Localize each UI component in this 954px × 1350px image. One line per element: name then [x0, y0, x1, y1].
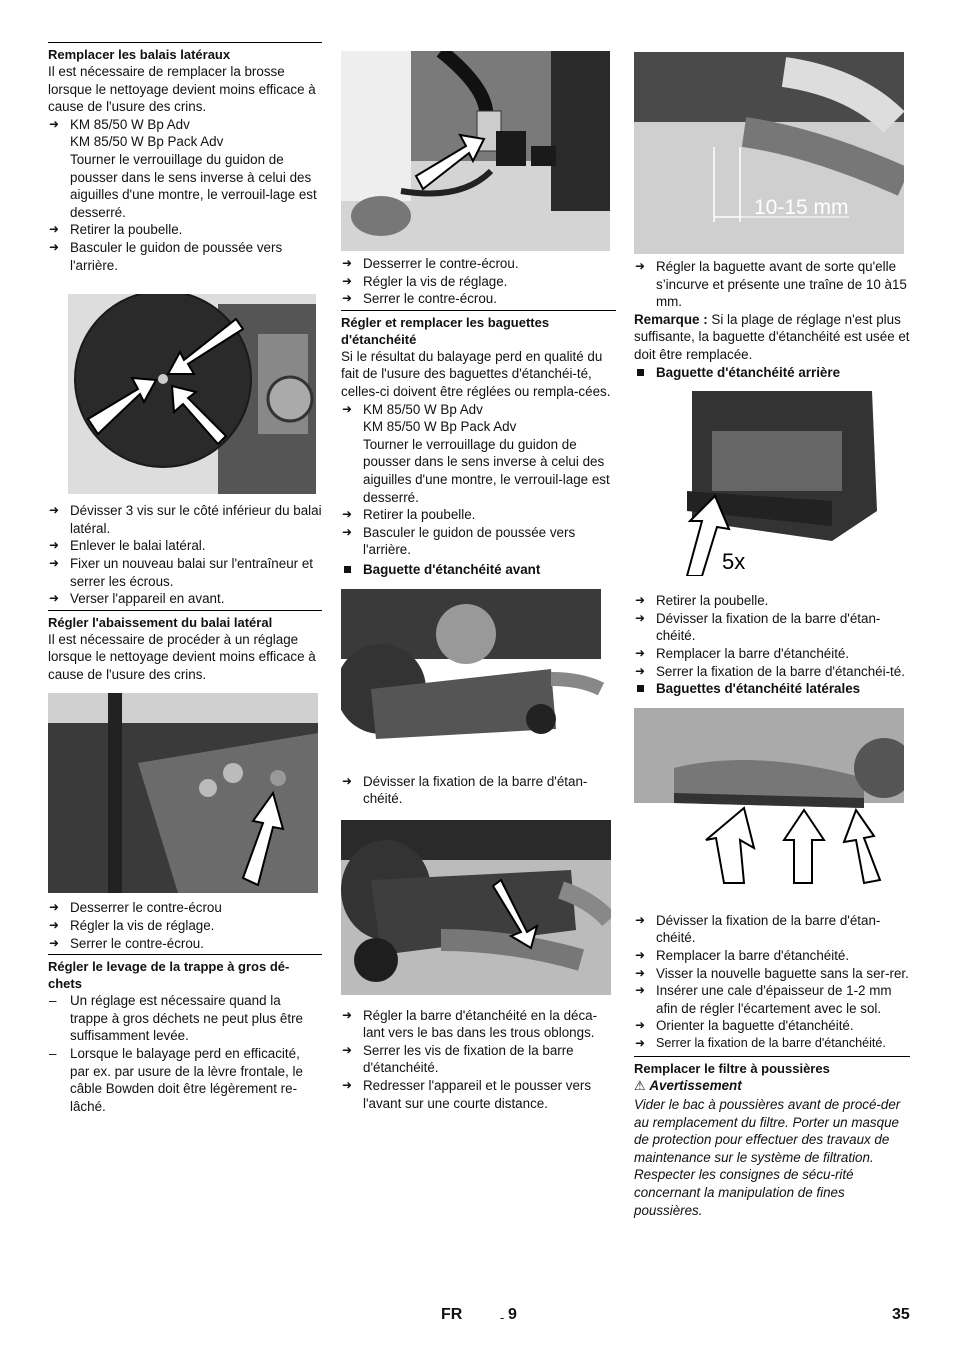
heading-sealing-strips: Régler et remplacer les baguettes d'étanchéité	[341, 310, 616, 348]
step-list	[48, 116, 322, 134]
step-item: ➜ Basculer le guidon de poussée vers l'arrière.	[341, 524, 616, 559]
step-list	[341, 1007, 616, 1113]
step-item: ➜ Desserrer le contre-écrou.	[341, 255, 616, 273]
step-item: ➜ Remplacer la barre d'étanchéité.	[634, 645, 910, 663]
side-brush-photo	[68, 294, 316, 494]
step-item: ➜ Dévisser la fixation de la barre d'étan-chéité.	[634, 912, 910, 947]
paragraph: Il est nécessaire de procéder à un réglage lorsque le nettoyage devient moins efficace à cause de l'usure des crins.	[48, 631, 316, 682]
footer-subpage: 9	[508, 1306, 517, 1323]
warning-icon: ⚠	[634, 1079, 646, 1095]
step-list	[341, 255, 616, 308]
step-item: ➜ Régler la baguette avant de sorte qu'elle s’incurve et présente une traîne de 10 à15 mm.	[634, 258, 910, 311]
heading-replace-side-brush: Remplacer les balais latéraux	[48, 42, 322, 63]
step-list	[341, 773, 616, 808]
step-item: ➜ Fixer un nouveau balai sur l'entraîneur et serrer les écrous.	[48, 555, 322, 590]
side-strips-photo	[634, 708, 904, 898]
adjustment-screw-photo	[48, 693, 318, 893]
step-item: ➜ Serrer la fixation de la barre d'étanchéité.	[634, 1035, 910, 1053]
step-item: ➜ Redresser l'appareil et le pousser vers l'avant sur une courte distance.	[341, 1077, 616, 1112]
step-list	[634, 912, 910, 1053]
step-item: ➜ Visser la nouvelle baguette sans la ser-rer.	[634, 965, 910, 983]
step-item: ➜ Insérer une cale d'épaisseur de 1-2 mm afin de régler l'écartement avec le sol.	[634, 982, 910, 1017]
paragraph: Il est nécessaire de remplacer la brosse lorsque le nettoyage devient moins efficace à cause de l'usure des crins.	[48, 64, 316, 115]
footer-lang: FR	[441, 1306, 463, 1323]
column-1	[48, 42, 322, 1115]
step-item: ➜ Enlever le balai latéral.	[48, 537, 322, 555]
heading-filter-replace: Remplacer le filtre à poussières	[634, 1056, 910, 1077]
step-item: ➜ Serrer le contre-écrou.	[341, 290, 616, 308]
step-item: ➜ Retirer la poubelle.	[634, 592, 910, 610]
paragraph: Si le résultat du balayage perd en qualité du fait de l'usure des baguettes d'étanchéi-té, celles-ci doivent être réglées ou rempla-cées.	[341, 348, 611, 399]
step-list	[341, 506, 616, 559]
front-strip-gap-photo	[634, 52, 904, 254]
model-line: KM 85/50 W Bp Pack Adv	[70, 134, 224, 150]
step-list	[48, 502, 322, 608]
step-item: ➜ Serrer la fixation de la barre d'étanchéi-té.	[634, 663, 910, 681]
warning-text: Vider le bac à poussières avant de procé-der au remplacement du filtre. Porter un masque de protection pour effectuer des travaux de maintenance sur le système de filtration. Respecter les consignes de sécu-rité concernant la manipulation de fines poussières.	[634, 1097, 901, 1218]
step-list	[634, 258, 910, 311]
column-2	[341, 51, 616, 1112]
step-item: ➜ Dévisser la fixation de la barre d'étan-chéité.	[341, 773, 616, 808]
step-detail: Tourner le verrouillage du guidon de pousser dans le sens inverse à celui des aiguilles d'une montre, le verrouil-lage est desserré.	[70, 151, 317, 220]
step-item: ➜ Dévisser 3 vis sur le côté inférieur du balai latéral.	[48, 502, 322, 537]
strip-adjust-photo	[341, 820, 611, 995]
step-item: ➜ Retirer la poubelle.	[48, 221, 322, 239]
step-list	[48, 221, 322, 274]
front-strip-photo	[341, 589, 613, 749]
section-front-strip: Baguette d'étanchéité avant	[341, 561, 616, 579]
footer-sep: -	[500, 1310, 505, 1325]
step-list	[634, 592, 910, 680]
step-list	[48, 899, 322, 952]
dash-list	[48, 992, 322, 1115]
dash-item: – Lorsque le balayage perd en efficacité, par ex. par usure de la lèvre frontale, le câble Bowden doit être légèrement re-lâché.	[48, 1045, 322, 1115]
step-item: ➜ Régler la barre d'étanchéité en la déca-lant vers le bas dans les trous oblongs.	[341, 1007, 616, 1042]
page-number: 35	[892, 1306, 910, 1323]
step-item: ➜ Basculer le guidon de poussée vers l'arrière.	[48, 239, 322, 274]
dash-item: – Un réglage est nécessaire quand la trappe à gros déchets ne peut plus être suffisamment levée.	[48, 992, 322, 1045]
contre-ecrou-photo	[341, 51, 610, 251]
heading-flap-lift: Régler le levage de la trappe à gros dé-chets	[48, 954, 322, 992]
step-item: ➜ Régler la vis de réglage.	[341, 273, 616, 291]
note: Remarque : Si la plage de réglage n'est plus suffisante, la baguette d'étanchéité est usée et doit être remplacée.	[634, 311, 910, 362]
step-item: ➜ KM 85/50 W Bp Adv	[48, 116, 322, 134]
rear-strip-photo	[682, 391, 882, 576]
step-item: ➜ Retirer la poubelle.	[341, 506, 616, 524]
step-item: ➜ Dévisser la fixation de la barre d'étan-chéité.	[634, 610, 910, 645]
column-3	[634, 52, 910, 1219]
model-line: KM 85/50 W Bp Pack Adv	[363, 419, 517, 435]
section-side-strips: Baguettes d'étanchéité latérales	[634, 680, 910, 698]
step-item: ➜ Desserrer le contre-écrou	[48, 899, 322, 917]
section-rear-strip: Baguette d'étanchéité arrière	[634, 364, 910, 382]
step-item: ➜ Serrer les vis de fixation de la barre d'étanchéité.	[341, 1042, 616, 1077]
step-list	[341, 401, 616, 419]
count-label: 5x	[722, 549, 746, 575]
step-item: ➜ Verser l'appareil en avant.	[48, 590, 322, 608]
step-item: ➜ Remplacer la barre d'étanchéité.	[634, 947, 910, 965]
step-item: ➜ Orienter la baguette d'étanchéité.	[634, 1017, 910, 1035]
gap-measure-label: 10-15 mm	[754, 196, 849, 219]
step-item: ➜ Régler la vis de réglage.	[48, 917, 322, 935]
heading-side-brush-lowering: Régler l'abaissement du balai latéral	[48, 610, 322, 631]
warning-head: ⚠ Avertissement	[634, 1078, 742, 1095]
step-detail: Tourner le verrouillage du guidon de pousser dans le sens inverse à celui des aiguilles d'une montre, le verrouil-lage est desserré.	[363, 436, 610, 505]
step-item: ➜ Serrer le contre-écrou.	[48, 935, 322, 953]
step-item: ➜ KM 85/50 W Bp Adv	[341, 401, 616, 419]
